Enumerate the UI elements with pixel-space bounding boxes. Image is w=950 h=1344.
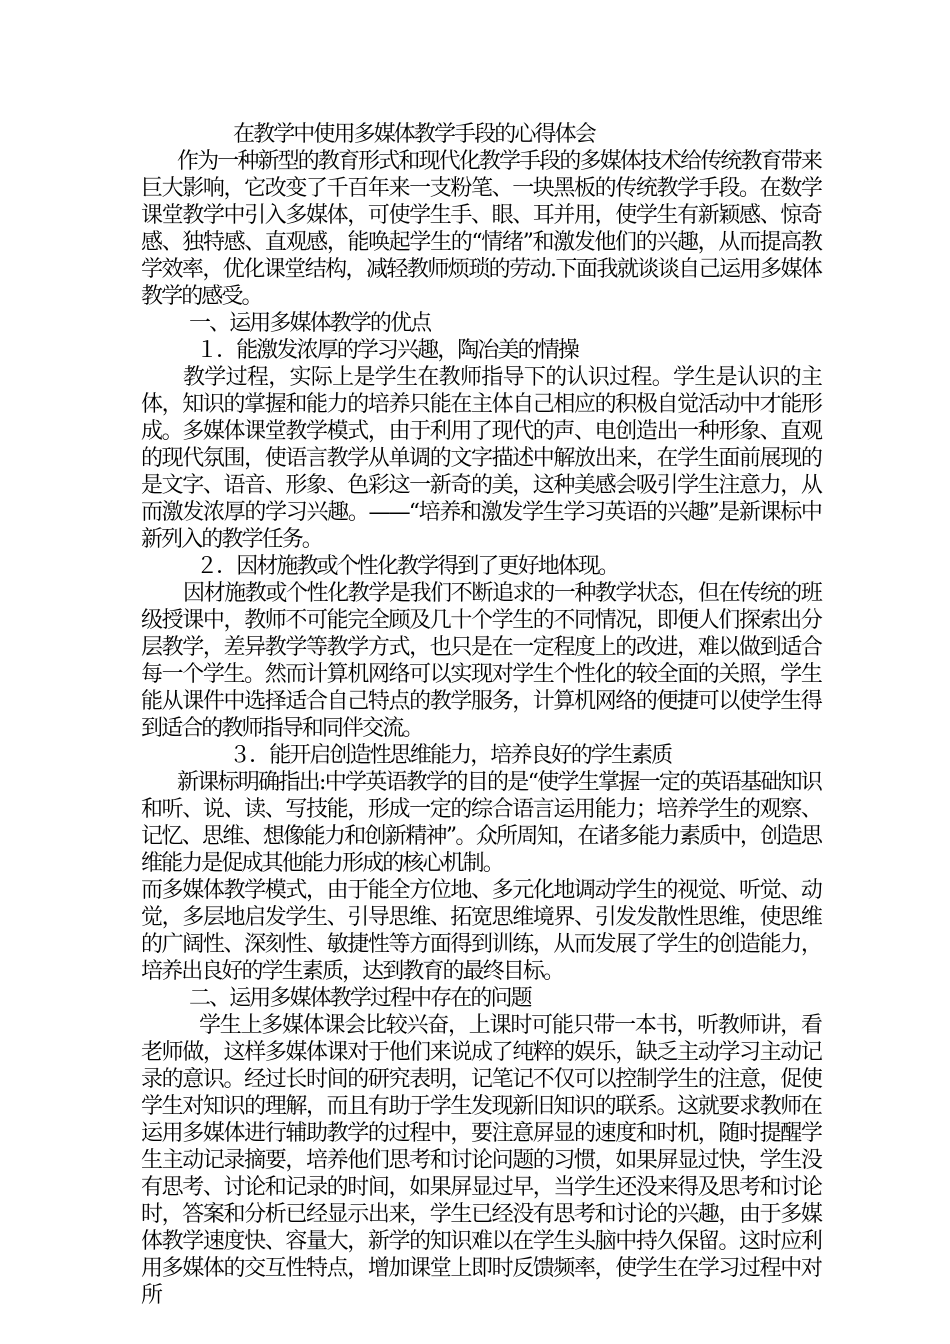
section2-heading: 二、运用多媒体教学过程中存在的问题 [189, 986, 531, 1011]
subsection1-paragraph: 教学过程，实际上是学生在教师指导下的认识过程。学生是认识的主体，知识的掌握和能力的培养只能在主体自己相应的积极自觉活动中才能形成。多媒体课堂教学模式，由于利用了现代的声、电创造出一种形象、直观的现代氛围，使语言教学从单调的文字描述中解放出来，在学生面前展现的是文字、语音、形象、色彩这一新奇的美，这种美感会吸引学生注意力，从而激发浓厚的学习兴趣。——“培养和激发学生学习英语的兴趣”是新课标中新列入的教学任务。 [141, 365, 821, 552]
subsection3-paragraph-1: 新课标明确指出:中学英语教学的目的是“使学生掌握一定的英语基础知识和听、说、读、写技能，形成一定的综合语言运用能力；培养学生的观察、记忆、思维、想像能力和创新精神”。众所周知，在诸多能力素质中，创造思维能力是促成其他能力形成的核心机制。 [141, 770, 821, 876]
subsection3-paragraph-2: 而多媒体教学模式，由于能全方位地、多元化地调动学生的视觉、听觉、动觉，多层地启发学生、引导思维、拓宽思维境界、引发发散性思维，使思维的广阔性、深刻性、敏捷性等方面得到训练，从而发展了学生的创造能力，培养出良好的学生素质，达到教育的最终目标。 [141, 878, 821, 984]
intro-paragraph: 作为一种新型的教育形式和现代化教学手段的多媒体技术给传统教育带来巨大影响，它改变了千百年来一支粉笔、一块黑板的传统教学手段。在数学课堂教学中引入多媒体，可使学生手、眼、耳并用，使学生有新颖感、惊奇感、独特感、直观感，能唤起学生的“情绪”和激发他们的兴趣，从而提高教学效率，优化课堂结构，减轻教师烦琐的劳动.下面我就谈谈自己运用多媒体教学的感受。 [141, 149, 821, 309]
subsection3-heading: ３．能开启创造性思维能力，培养良好的学生素质 [229, 743, 672, 768]
document-page [141, 121, 821, 1309]
subsection2-heading: ２．因材施教或个性化教学得到了更好地体现。 [196, 554, 619, 579]
subsection1-heading: １．能激发浓厚的学习兴趣，陶冶美的情操 [196, 338, 578, 363]
document-title: 在教学中使用多媒体教学手段的心得体会 [233, 122, 595, 147]
section2-paragraph: 学生上多媒体课会比较兴奋，上课时可能只带一本书，听教师讲，看老师做，这样多媒体课对于他们来说成了纯粹的娱乐，缺乏主动学习主动记录的意识。经过长时间的研究表明，记笔记不仅可以控制学生的注意，促使学生对知识的理解，而且有助于学生发现新旧知识的联系。这就要求教师在运用多媒体进行辅助教学的过程中，要注意屏显的速度和时机，随时提醒学生主动记录摘要，培养他们思考和讨论问题的习惯，如果屏显过快，学生没有思考、讨论和记录的时间，如果屏显过早，当学生还没来得及思考和讨论时，答案和分析已经显示出来，学生已经没有思考和讨论的兴趣，由于多媒体教学速度快、容量大，新学的知识难以在学生头脑中持久保留。这时应利用多媒体的交互性特点，增加课堂上即时反馈频率，使学生在学习过程中对所 [141, 1013, 821, 1308]
subsection2-paragraph: 因材施教或个性化教学是我们不断追求的一种教学状态，但在传统的班级授课中，教师不可能完全顾及几十个学生的不同情况，即便人们探索出分层教学，差异教学等教学方式，也只是在一定程度上的改进，难以做到适合每一个学生。然而计算机网络可以实现对学生个性化的较全面的关照，学生能从课件中选择适合自己特点的教学服务，计算机网络的便捷可以使学生得到适合的教师指导和同伴交流。 [141, 581, 821, 741]
section1-heading: 一、运用多媒体教学的优点 [189, 311, 431, 336]
